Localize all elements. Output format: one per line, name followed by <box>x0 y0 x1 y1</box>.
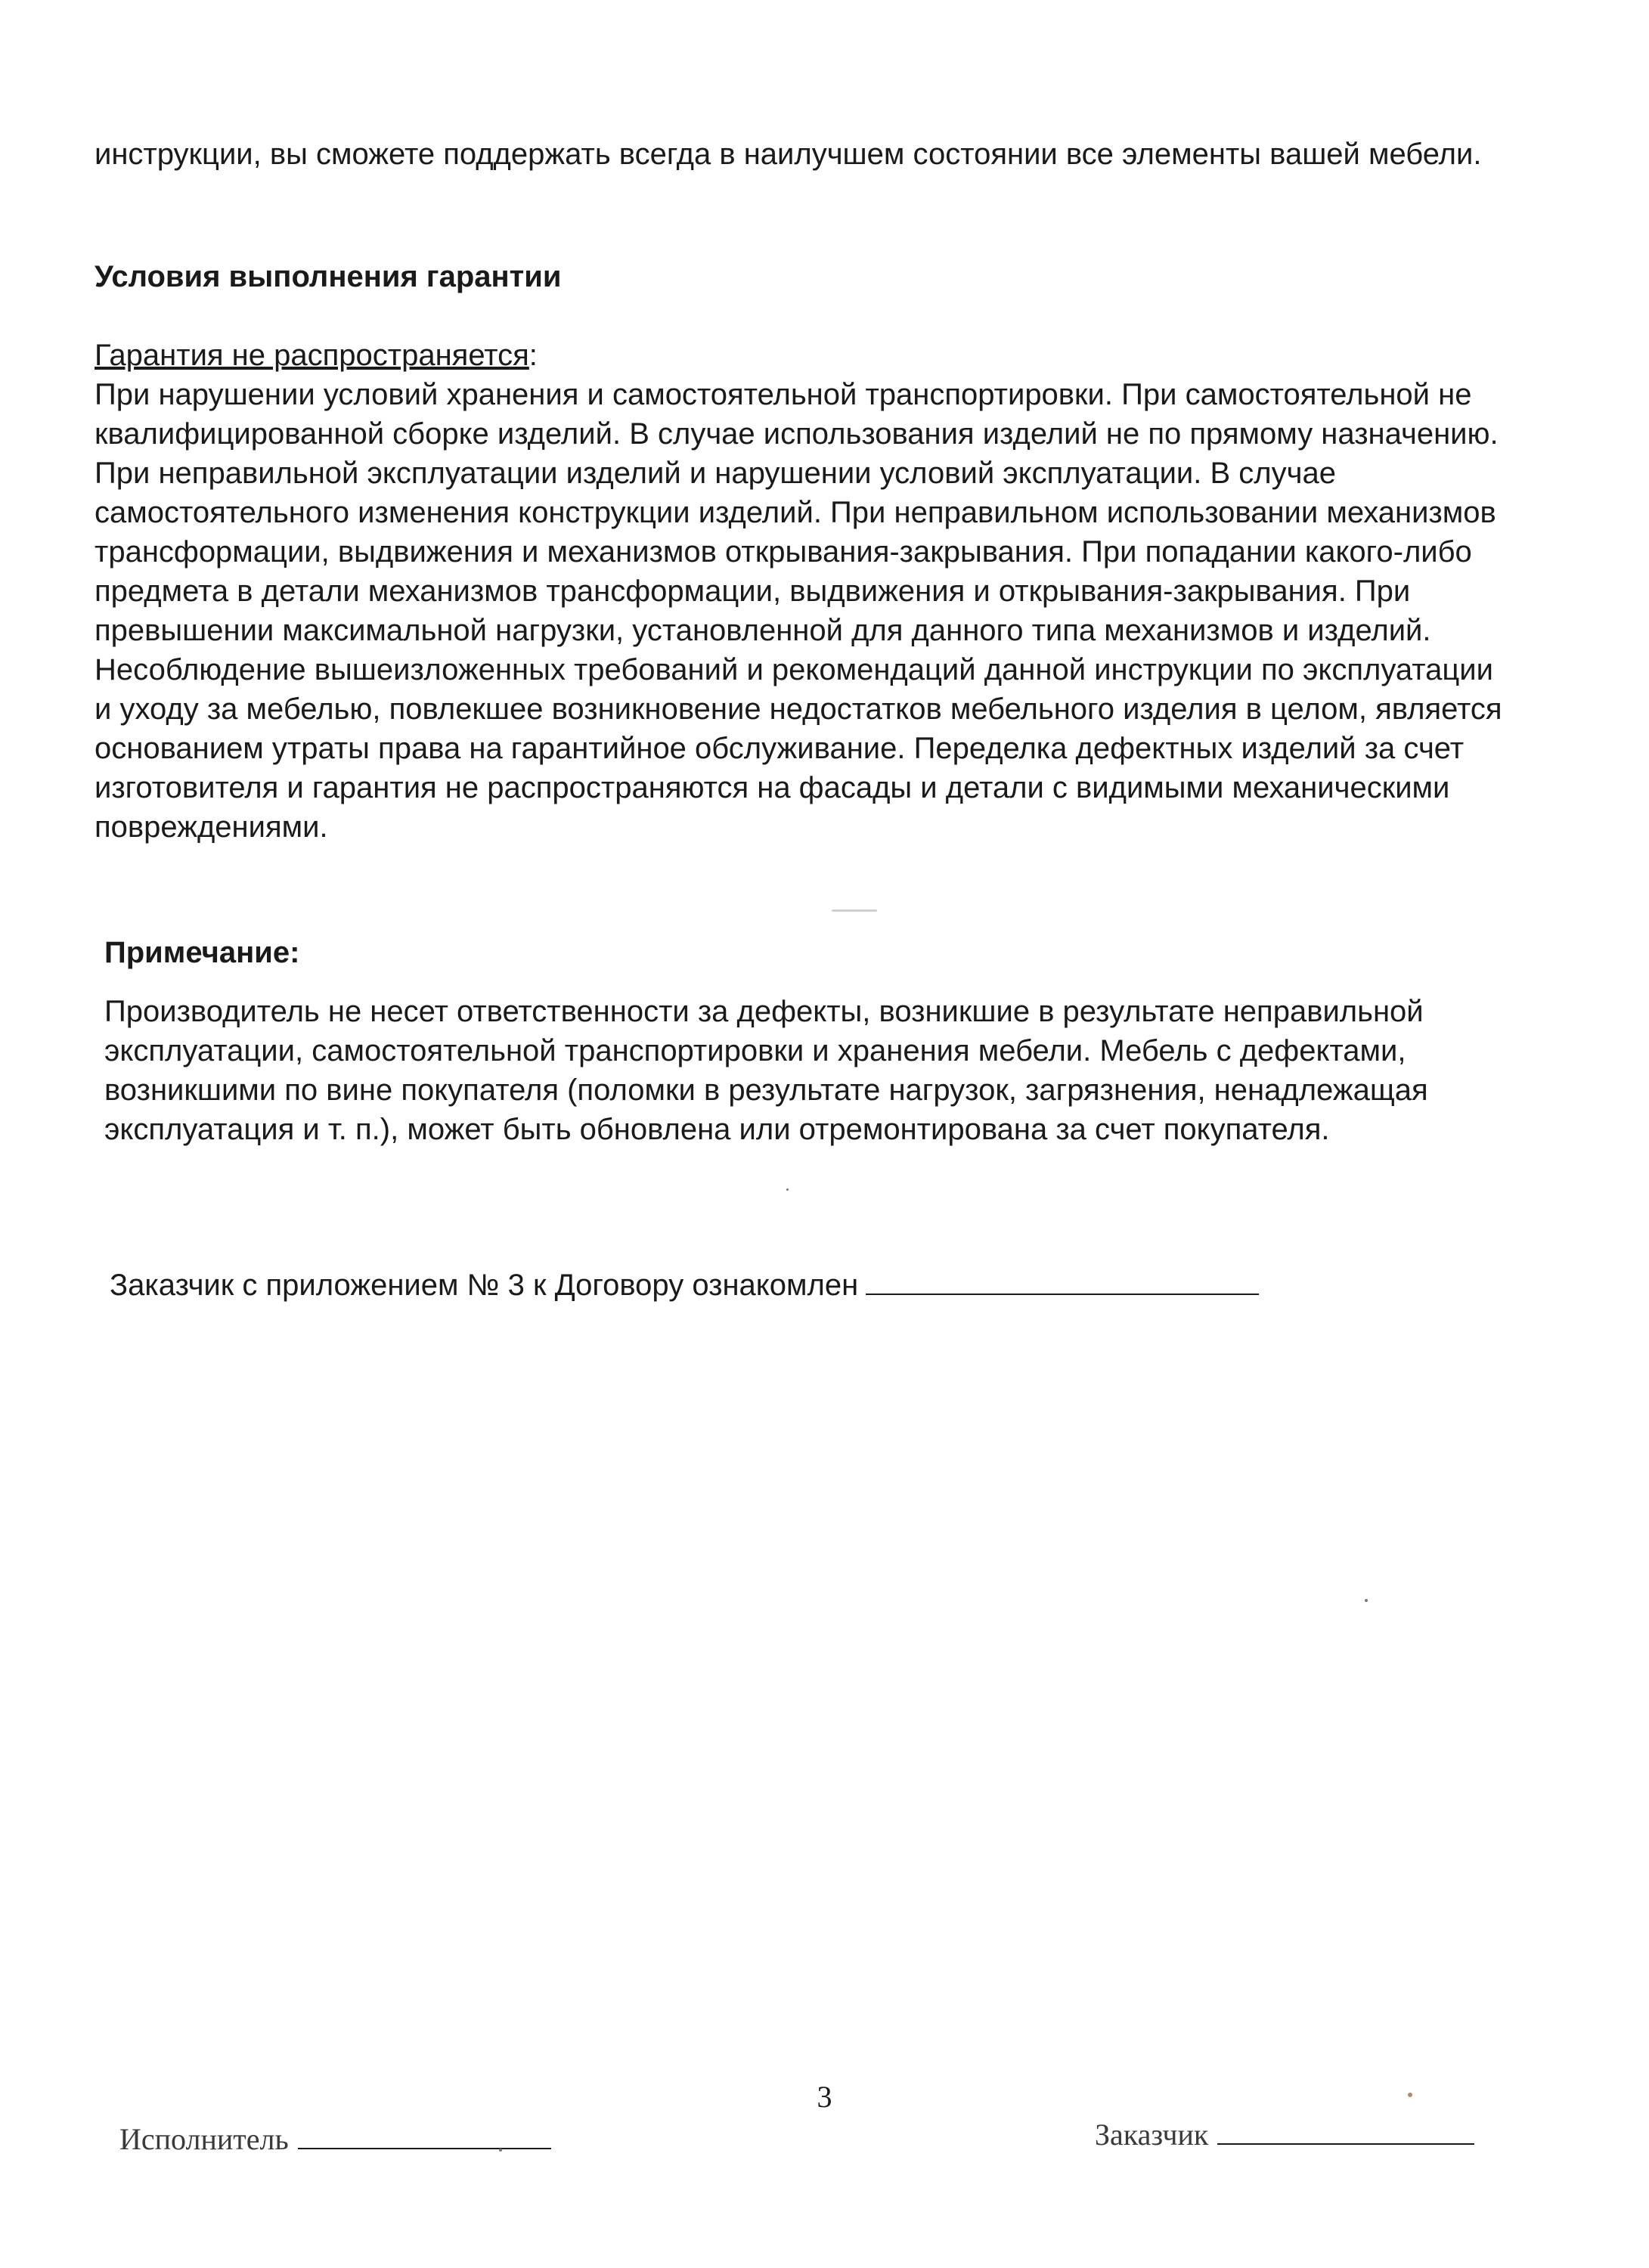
scan-speck <box>1365 1599 1368 1602</box>
footer-executor <box>119 2120 551 2159</box>
footer-executor-label: Исполнитель <box>119 2122 289 2156</box>
warranty-exclusions-paragraph: При нарушении условий хранения и самостоятельной транспортировки. При самостоятельной не квалифицированной сборке изделий. В случае использования изделий не по прямому назначению. При неправильной эксплуатации изделий и нарушении условий эксплуатации. В случае самостоятельного изменения конструкции изделий. При неправильном использовании механизмов трансформации, выдвижения и механизмов открывания-закрывания. При попадании какого-либо предмета в детали механизмов трансформации, выдвижения и открывания-закрывания. При превышении максимальной нагрузки, установленной для данного типа механизмов и изделий. Несоблюдение вышеизложенных требований и рекомендаций данной инструкции по эксплуатации и уходу за мебелью, повлекшее возникновение недостатков мебельного изделия в целом, является основанием утраты права на гарантийное обслуживание. Переделка дефектных изделий за счет изготовителя и гарантия не распространяются на фасады и детали с видимыми механическими повреждениями. <box>95 378 1502 844</box>
footer-customer-label: Заказчик <box>1095 2118 1209 2152</box>
page-number: 3 <box>817 2080 832 2114</box>
warranty-exclusions-subheading <box>95 336 538 375</box>
warranty-conditions-heading: Условия выполнения гарантии <box>95 260 562 293</box>
warranty-exclusions-subheading-colon: : <box>528 339 538 372</box>
footer-customer <box>1095 2115 1474 2155</box>
scan-speck <box>1408 2093 1412 2097</box>
acknowledgement-line <box>110 1266 1259 1305</box>
intro-paragraph: инструкции, вы сможете поддержать всегда в наилучшем состоянии все элементы вашей мебели. <box>95 138 1482 171</box>
acknowledgement-text: Заказчик с приложением № 3 к Договору ознакомлен <box>110 1269 859 1302</box>
acknowledgement-signature-line <box>866 1266 1259 1295</box>
note-paragraph: Производитель не несет ответственности за дефекты, возникшие в результате неправильной эксплуатации, самостоятельной транспортировки и хранения мебели. Мебель с дефектами, возникшими по вине покупателя (поломки в результате нагрузок, загрязнения, ненадлежащая эксплуатация и т. п.), может быть обновлена или отремонтирована за счет покупателя. <box>104 995 1428 1146</box>
note-heading: Примечание: <box>104 936 300 969</box>
scan-speck <box>832 909 877 912</box>
customer-signature-line <box>1217 2121 1474 2145</box>
executor-signature-line <box>298 2125 551 2149</box>
warranty-exclusions-subheading-text: Гарантия не распространяется <box>95 339 529 372</box>
scan-speck <box>499 2149 502 2152</box>
scan-speck <box>786 1188 789 1191</box>
